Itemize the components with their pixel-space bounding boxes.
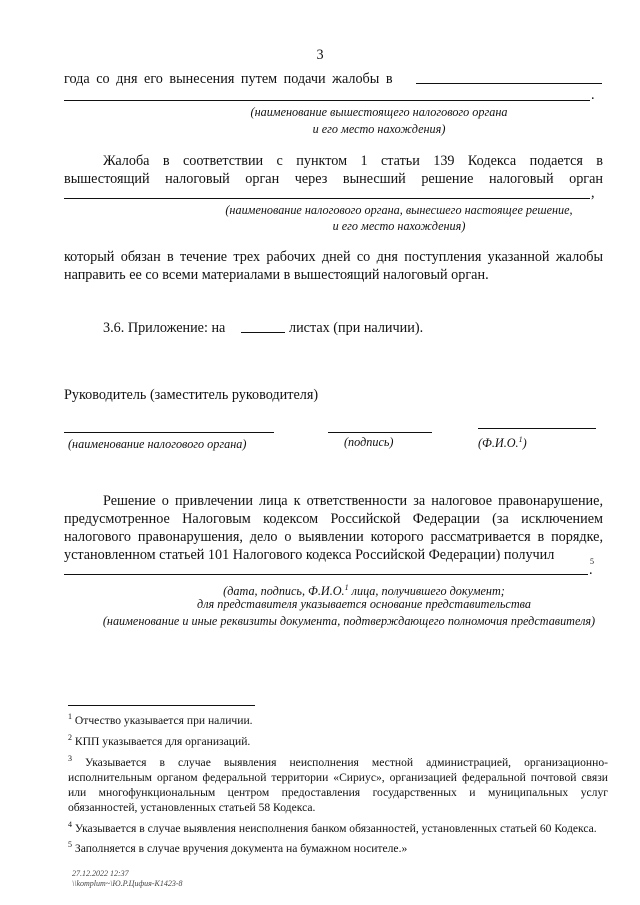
appeal-fill-line-2[interactable] (64, 100, 590, 101)
footnote-1: $^1$ Отчество указывается при наличии. (68, 712, 253, 727)
footnote-3: $^3$ Указывается в случае выявления неисполнения местной администрацией, организационно-исполнительным органом федеральной территории «Сириус», организацией федеральной почтовой связи или многофункциональным центром предоставления государственных и муниципальных услуг обязанностей, установленных статьей 58 Кодекса. (68, 753, 608, 814)
receipt-period: . (589, 562, 593, 578)
footer-date: 27.12.2022 12:37 (72, 869, 129, 878)
appeal-caption-2: и его место нахождения) (312, 122, 446, 136)
page-number: 3 (316, 47, 324, 63)
footnotes (68, 709, 608, 856)
footer-path: \\komplum~\Ю.Р.Цифия-К1423-8 (72, 879, 183, 888)
receipt-caption-2: для представителя указывается основание представительства (197, 597, 531, 611)
signature-line[interactable] (328, 432, 432, 433)
complaint-comma: , (591, 185, 595, 201)
org-name-line[interactable] (64, 432, 274, 433)
decision-line-1: Решение о привлечении лица к ответственности за налоговое правонарушение, (103, 493, 603, 509)
attachment-suffix: листах (при наличии). (289, 320, 424, 336)
complaint-line-2: вышестоящий налоговый орган через вынесший решение налоговый орган (64, 171, 603, 187)
receipt-fill-line[interactable] (64, 574, 588, 575)
complaint-line-3: который обязан в течение трех рабочих дней со дня поступления указанной жалобы (64, 249, 603, 265)
attachment-sheets-blank[interactable] (241, 332, 285, 333)
attachment-prefix: 3.6. Приложение: на (103, 320, 226, 336)
appeal-caption-1: (наименование вышестоящего налогового органа (250, 105, 508, 119)
org-name-caption: (наименование налогового органа) (68, 437, 247, 451)
signatory-title: Руководитель (заместитель руководителя) (64, 387, 319, 403)
footnote-5: $^5$ Заполняется в случае вручения документа на бумажном носителе.» (68, 840, 408, 856)
decision-line-4: установленном статьей 101 Налогового кодекса Российской Федерации) получил (64, 547, 555, 563)
complaint-line-1: Жалоба в соответствии с пунктом 1 статьи 139 Кодекса подается в (103, 153, 603, 169)
complaint-caption-1: (наименование налогового органа, вынесшего настоящее решение, (225, 203, 573, 217)
receipt-caption-1: (дата, подпись, Ф.И.О.$^1$ лица, получившего документ; (223, 583, 505, 599)
decision-line-2: предусмотренное Налоговым кодексом Российской Федерации (за исключением (64, 511, 603, 527)
decision-footnote-mark: 5 (590, 557, 594, 566)
complaint-caption-2: и его место нахождения) (332, 219, 466, 233)
footnote-4: $^4$ Указывается в случае выявления неисполнения банком обязанностей, установленных статьей 60 Кодекса. (68, 819, 597, 835)
appeal-fill-line[interactable] (416, 83, 602, 84)
appeal-line: года со дня его вынесения путем подачи жалобы в (64, 71, 393, 87)
receipt-caption-3: (наименование и иные реквизиты документа, подтверждающего полномочия представителя) (102, 614, 596, 628)
footnote-separator (68, 705, 255, 706)
fio-caption: (Ф.И.О.$^1$) (478, 435, 527, 451)
signature-caption: (подпись) (344, 435, 394, 449)
footnote-2: $^2$ КПП указывается для организаций. (68, 732, 251, 748)
appeal-period: . (591, 87, 595, 103)
complaint-line-4: направить ее со всеми материалами в вышестоящий налоговый орган. (64, 267, 489, 283)
decision-line-3: налогового правонарушения, дело о выявлении которого рассматривается в порядке, (64, 529, 603, 545)
complaint-fill-line[interactable] (64, 198, 590, 199)
fio-line[interactable] (478, 428, 596, 429)
